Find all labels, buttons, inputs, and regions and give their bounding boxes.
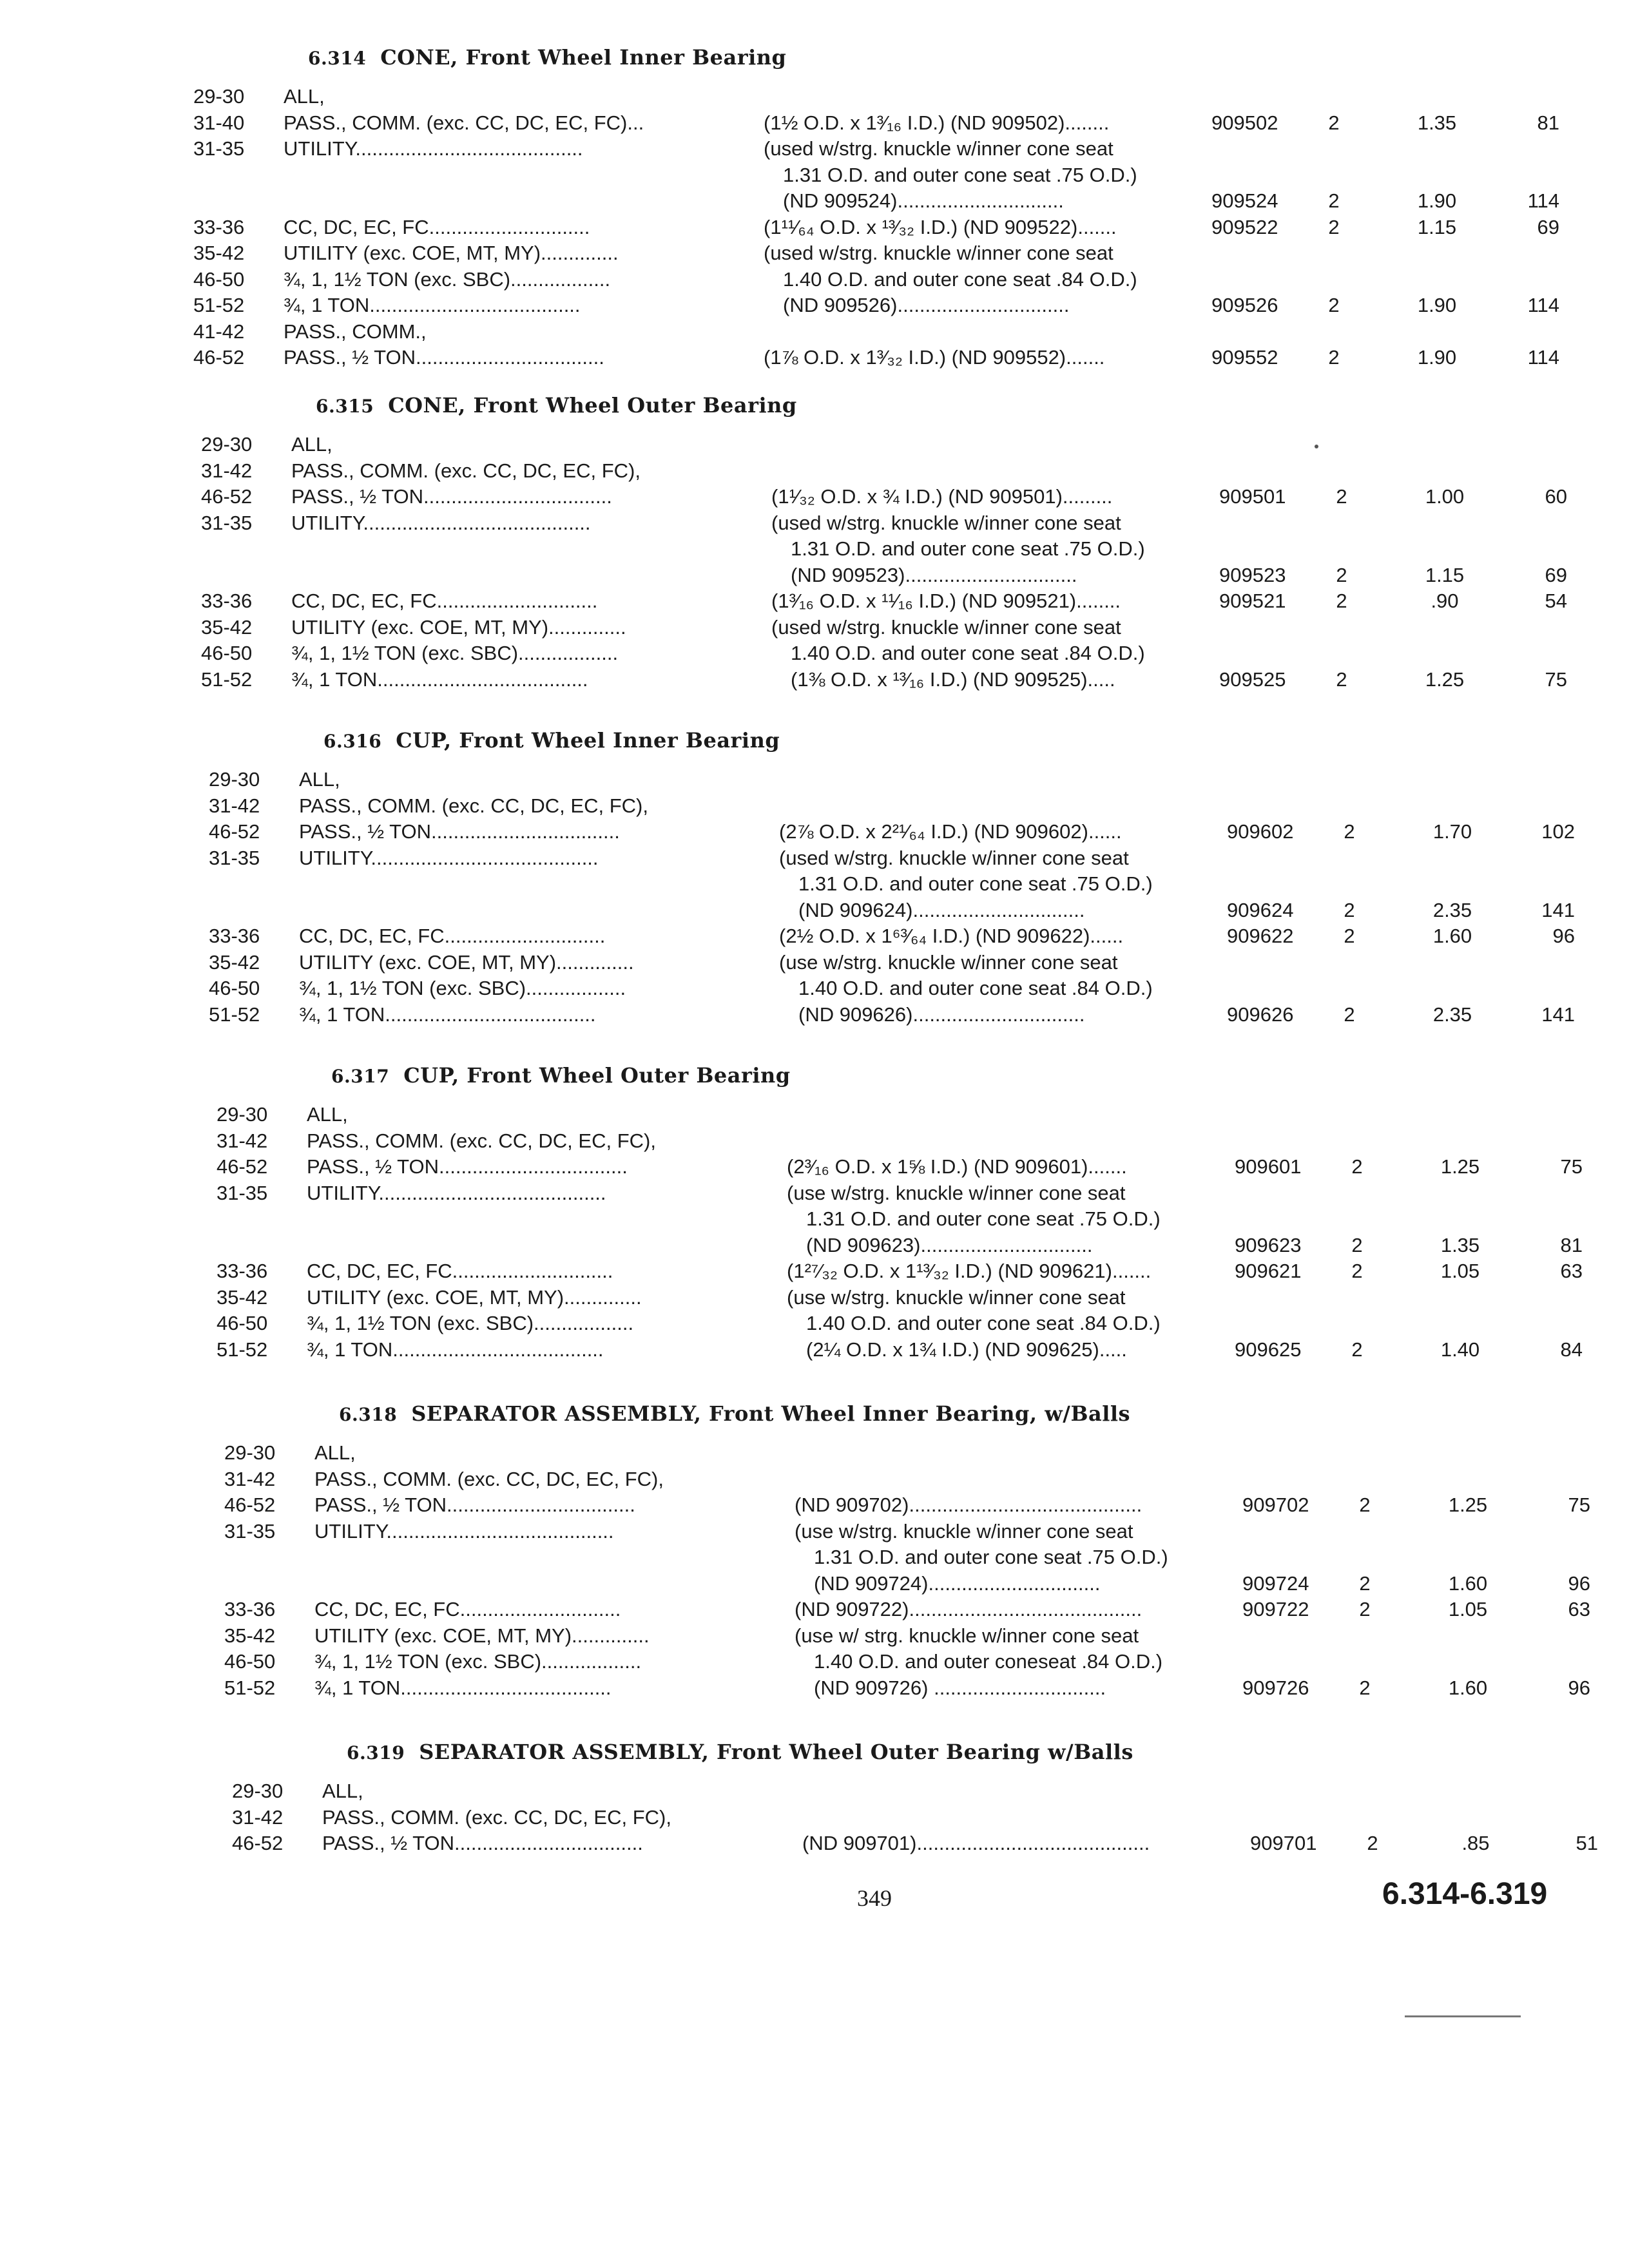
scan-speck [1315,445,1318,448]
part-description: 1.31 O.D. and outer cone seat .75 O.D.) [814,1546,1168,1568]
part-number: 909552 [1211,346,1278,369]
weight-code: 114 [1527,189,1559,212]
model-application: PASS., COMM. (exc. CC, DC, EC, FC)... [284,111,644,134]
list-price: 1.60 [1448,1676,1488,1699]
part-number: 909524 [1211,189,1278,212]
weight-code: 75 [1560,1155,1583,1178]
part-description: (1²⁷⁄₃₂ O.D. x 1¹³⁄₃₂ I.D.) (ND 909621)....... [787,1260,1152,1282]
quantity: 2 [1344,925,1355,947]
part-description: (ND 909626)............................... [798,1003,1085,1026]
quantity: 2 [1344,820,1355,843]
part-number: 909502 [1211,111,1278,134]
section-number: 6.316 [323,731,382,752]
part-number: 909522 [1211,215,1278,238]
year-range: 46-52 [201,485,253,508]
part-number: 909626 [1227,1003,1294,1026]
list-price: .90 [1431,590,1459,612]
part-description: (1⅜ O.D. x ¹³⁄₁₆ I.D.) (ND 909525)..... [791,668,1115,691]
weight-code: 81 [1537,111,1559,134]
part-description: (2¼ O.D. x 1¾ I.D.) (ND 909625)..... [806,1338,1127,1361]
part-description: (1³⁄₁₆ O.D. x ¹¹⁄₁₆ I.D.) (ND 909521)........ [771,590,1121,612]
year-range: 31-42 [217,1129,268,1152]
model-application: PASS., COMM. (exc. CC, DC, EC, FC), [291,459,641,482]
model-application: ALL, [299,768,340,791]
year-range: 29-30 [201,433,253,456]
year-range: 35-42 [193,242,245,264]
part-number: 909701 [1250,1832,1317,1854]
list-price: 1.25 [1425,668,1465,691]
part-description: (ND 909524).............................. [783,189,1064,212]
part-description: (use w/strg. knuckle w/inner cone seat [787,1285,1126,1309]
weight-code: 63 [1560,1260,1583,1282]
section-heading: SEPARATOR ASSEMBLY, Front Wheel Outer Bearing w/Balls [419,1740,1133,1764]
part-description: (ND 909722).......................................... [795,1598,1142,1620]
section-number: 6.318 [339,1404,398,1425]
quantity: 2 [1359,1494,1371,1516]
model-application: CC, DC, EC, FC............................. [314,1598,621,1620]
model-application: ALL, [314,1441,356,1464]
part-number: 909702 [1242,1494,1309,1516]
quantity: 2 [1336,563,1347,586]
model-application: UTILITY (exc. COE, MT, MY).............. [307,1285,642,1309]
part-description: (1½ O.D. x 1³⁄₁₆ I.D.) (ND 909502)........ [764,111,1110,134]
part-number: 909621 [1235,1260,1302,1282]
model-application: ¾, 1, 1½ TON (exc. SBC).................. [307,1312,634,1334]
model-application: UTILITY......................................... [299,846,599,869]
list-price: 1.00 [1425,485,1465,508]
weight-code: 102 [1541,820,1575,843]
list-price: 1.90 [1417,346,1457,369]
model-application: ¾, 1, 1½ TON (exc. SBC).................. [291,642,619,664]
year-range: 33-36 [201,590,253,612]
model-application: UTILITY (exc. COE, MT, MY).............. [314,1624,650,1647]
weight-code: 75 [1568,1494,1590,1516]
weight-code: 96 [1552,925,1575,947]
part-description: (ND 909523)............................... [791,563,1077,586]
year-range: 33-36 [224,1598,276,1620]
year-range: 31-42 [224,1467,276,1490]
part-description: (ND 909702).......................................... [795,1494,1142,1516]
year-range: 31-40 [193,111,245,134]
part-number: 909726 [1242,1676,1309,1699]
list-price: 1.60 [1448,1571,1488,1595]
quantity: 2 [1359,1676,1371,1699]
model-application: UTILITY......................................... [307,1181,606,1204]
quantity: 2 [1359,1598,1371,1620]
model-application: PASS., COMM. (exc. CC, DC, EC, FC), [322,1805,671,1829]
year-range: 31-42 [232,1805,284,1829]
weight-code: 81 [1560,1233,1583,1256]
list-price: 1.25 [1448,1494,1488,1516]
weight-code: 51 [1576,1832,1598,1854]
section-title [347,1740,1133,1764]
year-range: 29-30 [209,768,260,791]
section-title [331,1063,791,1088]
year-range: 51-52 [201,668,253,691]
model-application: PASS., ½ TON.................................. [307,1155,628,1178]
section-number: 6.317 [331,1066,390,1087]
part-description: 1.31 O.D. and outer cone seat .75 O.D.) [791,537,1145,560]
model-application: PASS., ½ TON.................................. [284,346,604,369]
year-range: 46-52 [209,820,260,843]
model-application: PASS., COMM. (exc. CC, DC, EC, FC), [314,1467,664,1490]
section-heading: CUP, Front Wheel Inner Bearing [396,728,780,753]
section-heading: SEPARATOR ASSEMBLY, Front Wheel Inner Bearing, w/Balls [411,1401,1131,1426]
section-title [339,1401,1130,1426]
part-description: (used w/strg. knuckle w/inner cone seat [771,511,1121,534]
quantity: 2 [1328,294,1340,316]
part-description: (ND 909623)............................... [806,1233,1093,1256]
part-number: 909624 [1227,898,1294,921]
model-application: PASS., ½ TON.................................. [299,820,620,843]
part-description: 1.31 O.D. and outer cone seat .75 O.D.) [806,1207,1161,1230]
year-range: 46-52 [193,346,245,369]
part-number: 909501 [1219,485,1286,508]
part-description: (use w/strg. knuckle w/inner cone seat [787,1181,1126,1204]
weight-code: 96 [1568,1571,1590,1595]
part-description: (2⅞ O.D. x 2²¹⁄₆₄ I.D.) (ND 909602)...... [779,820,1122,843]
quantity: 2 [1344,1003,1355,1026]
model-application: CC, DC, EC, FC............................. [284,215,590,238]
year-range: 35-42 [224,1624,276,1647]
model-application: UTILITY......................................... [284,137,583,160]
year-range: 33-36 [193,215,245,238]
part-number: 909523 [1219,563,1286,586]
part-description: (use w/strg. knuckle w/inner cone seat [795,1519,1133,1542]
model-application: PASS., COMM. (exc. CC, DC, EC, FC), [307,1129,656,1152]
model-application: UTILITY......................................... [314,1519,614,1542]
year-range: 31-35 [209,846,260,869]
model-application: UTILITY (exc. COE, MT, MY).............. [299,950,634,974]
weight-code: 96 [1568,1676,1590,1699]
quantity: 2 [1336,668,1347,691]
year-range: 31-35 [224,1519,276,1542]
weight-code: 69 [1545,563,1567,586]
quantity: 2 [1351,1155,1363,1178]
page-number: 349 [857,1885,892,1911]
year-range: 29-30 [224,1441,276,1464]
list-price: 1.90 [1417,294,1457,316]
section-title [323,728,780,753]
part-number: 909525 [1219,668,1286,691]
part-number: 909724 [1242,1571,1309,1595]
year-range: 31-42 [209,794,260,817]
model-application: CC, DC, EC, FC............................. [307,1260,613,1282]
list-price: 1.35 [1440,1233,1480,1256]
year-range: 29-30 [193,85,245,108]
year-range: 31-35 [193,137,245,160]
part-description: (use w/ strg. knuckle w/inner cone seat [795,1624,1139,1647]
model-application: CC, DC, EC, FC............................. [291,590,598,612]
weight-code: 114 [1527,294,1559,316]
quantity: 2 [1328,346,1340,369]
model-application: ¾, 1, 1½ TON (exc. SBC).................. [284,267,611,291]
quantity: 2 [1328,215,1340,238]
part-number: 909622 [1227,925,1294,947]
year-range: 51-52 [209,1003,260,1026]
section-range: 6.314-6.319 [1382,1877,1548,1911]
list-price: 2.35 [1432,898,1472,921]
quantity: 2 [1351,1260,1363,1282]
weight-code: 69 [1537,215,1559,238]
quantity: 2 [1328,189,1340,212]
part-number: 909625 [1235,1338,1302,1361]
year-range: 46-50 [224,1650,276,1673]
part-description: (1⅞ O.D. x 1³⁄₃₂ I.D.) (ND 909552)....... [764,346,1105,369]
model-application: ALL, [291,433,333,456]
model-application: ALL, [284,85,325,108]
section-title [308,45,786,70]
scan-mark [1405,2015,1521,2017]
model-application: ¾, 1, 1½ TON (exc. SBC).................. [314,1650,642,1673]
model-application: ¾, 1 TON...................................... [284,294,581,316]
quantity: 2 [1336,590,1347,612]
quantity: 2 [1344,898,1355,921]
model-application: PASS., ½ TON.................................. [314,1494,635,1516]
part-description: (used w/strg. knuckle w/inner cone seat [764,242,1113,264]
part-description: (2³⁄₁₆ O.D. x 1⅝ I.D.) (ND 909601)....... [787,1155,1127,1178]
model-application: ALL, [307,1103,348,1126]
part-description: 1.40 O.D. and outer cone seat .84 O.D.) [798,977,1153,999]
weight-code: 75 [1545,668,1567,691]
list-price: .85 [1461,1832,1490,1854]
weight-code: 141 [1541,898,1575,921]
list-price: 1.05 [1440,1260,1480,1282]
list-price: 1.25 [1440,1155,1480,1178]
quantity: 2 [1328,111,1340,134]
part-number: 909623 [1235,1233,1302,1256]
part-description: (ND 909701).......................................... [802,1832,1150,1854]
section-heading: CONE, Front Wheel Inner Bearing [380,45,787,70]
list-price: 1.70 [1432,820,1472,843]
year-range: 35-42 [201,615,253,639]
part-description: (1¹¹⁄₆₄ O.D. x ¹³⁄₃₂ I.D.) (ND 909522)....... [764,215,1117,238]
section-number: 6.314 [308,48,367,69]
part-description: 1.40 O.D. and outer coneseat .84 O.D.) [814,1650,1163,1673]
list-price: 1.90 [1417,189,1457,212]
quantity: 2 [1351,1338,1363,1361]
model-application: ALL, [322,1780,363,1802]
weight-code: 54 [1545,590,1567,612]
part-description: 1.31 O.D. and outer cone seat .75 O.D.) [798,872,1153,895]
part-number: 909526 [1211,294,1278,316]
year-range: 35-42 [217,1285,268,1309]
year-range: 51-52 [193,294,245,316]
list-price: 1.60 [1432,925,1472,947]
model-application: ¾, 1 TON...................................... [291,668,588,691]
model-application: CC, DC, EC, FC............................. [299,925,606,947]
model-application: UTILITY......................................... [291,511,591,534]
weight-code: 63 [1568,1598,1590,1620]
year-range: 41-42 [193,320,245,343]
part-description: 1.31 O.D. and outer cone seat .75 O.D.) [783,163,1137,186]
list-price: 1.35 [1417,111,1457,134]
quantity: 2 [1336,485,1347,508]
weight-code: 84 [1560,1338,1583,1361]
model-application: ¾, 1 TON...................................... [314,1676,612,1699]
list-price: 1.05 [1448,1598,1488,1620]
part-number: 909601 [1235,1155,1302,1178]
section-title [316,393,797,418]
year-range: 33-36 [217,1260,268,1282]
year-range: 51-52 [217,1338,268,1361]
part-description: 1.40 O.D. and outer cone seat .84 O.D.) [806,1312,1161,1334]
model-application: ¾, 1, 1½ TON (exc. SBC).................. [299,977,626,999]
section-number: 6.319 [347,1742,405,1763]
year-range: 46-52 [232,1832,284,1854]
part-description: 1.40 O.D. and outer cone seat .84 O.D.) [783,267,1137,291]
part-description: (ND 909724)............................... [814,1571,1101,1595]
part-number: 909521 [1219,590,1286,612]
part-description: 1.40 O.D. and outer cone seat .84 O.D.) [791,642,1145,664]
section-heading: CONE, Front Wheel Outer Bearing [388,393,797,418]
year-range: 31-35 [217,1181,268,1204]
model-application: ¾, 1 TON...................................... [307,1338,604,1361]
year-range: 29-30 [232,1780,284,1802]
list-price: 1.15 [1417,215,1457,238]
model-application: UTILITY (exc. COE, MT, MY).............. [284,242,619,264]
part-description: (ND 909726) ............................... [814,1676,1106,1699]
part-description: (ND 909624)............................... [798,898,1085,921]
year-range: 31-35 [201,511,253,534]
part-description: (used w/strg. knuckle w/inner cone seat [771,615,1121,639]
year-range: 46-50 [217,1312,268,1334]
part-description: (1¹⁄₃₂ O.D. x ¾ I.D.) (ND 909501)......... [771,485,1113,508]
model-application: UTILITY (exc. COE, MT, MY).............. [291,615,626,639]
quantity: 2 [1351,1233,1363,1256]
year-range: 46-50 [209,977,260,999]
part-number: 909602 [1227,820,1294,843]
part-description: (use w/strg. knuckle w/inner cone seat [779,950,1118,974]
part-description: (2½ O.D. x 1⁶³⁄₆₄ I.D.) (ND 909622)...... [779,925,1124,947]
part-description: (used w/strg. knuckle w/inner cone seat [779,846,1129,869]
weight-code: 60 [1545,485,1567,508]
year-range: 29-30 [217,1103,268,1126]
model-application: PASS., ½ TON.................................. [322,1832,643,1854]
year-range: 51-52 [224,1676,276,1699]
year-range: 33-36 [209,925,260,947]
part-description: (ND 909526)............................... [783,294,1070,316]
list-price: 1.15 [1425,563,1465,586]
model-application: ¾, 1 TON...................................... [299,1003,596,1026]
model-application: PASS., COMM., [284,320,427,343]
weight-code: 141 [1541,1003,1575,1026]
quantity: 2 [1359,1571,1371,1595]
model-application: PASS., ½ TON.................................. [291,485,612,508]
year-range: 46-50 [201,642,253,664]
list-price: 1.40 [1440,1338,1480,1361]
part-description: (used w/strg. knuckle w/inner cone seat [764,137,1113,160]
part-number: 909722 [1242,1598,1309,1620]
year-range: 46-52 [217,1155,268,1178]
year-range: 46-52 [224,1494,276,1516]
year-range: 31-42 [201,459,253,482]
year-range: 46-50 [193,267,245,291]
model-application: PASS., COMM. (exc. CC, DC, EC, FC), [299,794,648,817]
list-price: 2.35 [1432,1003,1472,1026]
quantity: 2 [1367,1832,1378,1854]
year-range: 35-42 [209,950,260,974]
section-heading: CUP, Front Wheel Outer Bearing [403,1063,791,1088]
weight-code: 114 [1527,346,1559,369]
section-number: 6.315 [316,396,374,417]
